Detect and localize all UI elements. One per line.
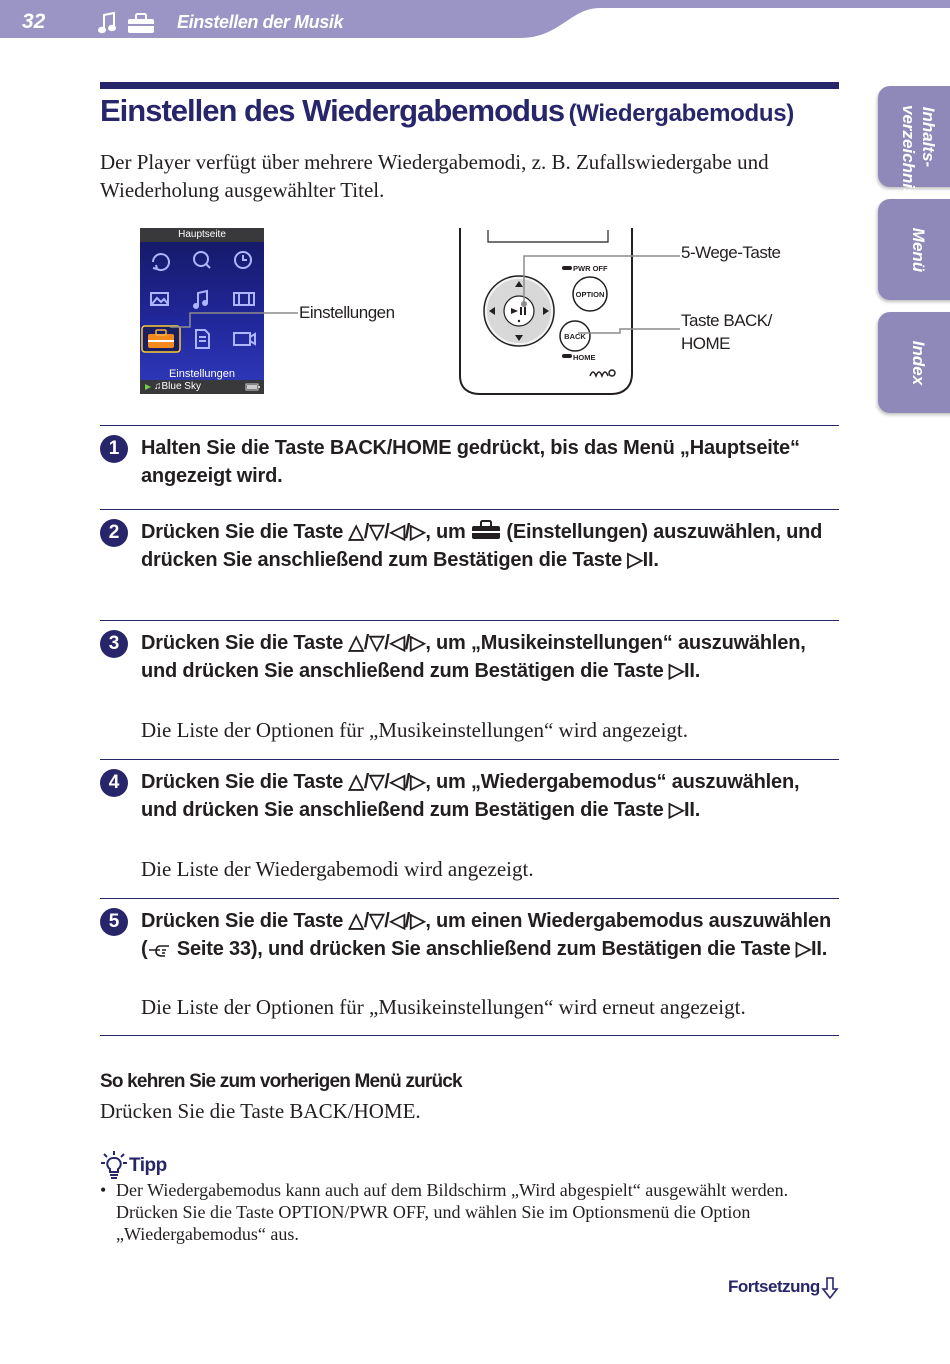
step-number: 5 (100, 908, 128, 936)
pointing-hand-icon (147, 941, 171, 957)
page-title-main: Einstellen des Wiedergabemodus (100, 93, 565, 128)
tab-contents[interactable] (878, 86, 950, 198)
tip-text: Der Wiedergabemodus kann auch auf dem Bildschirm „Wird abgespielt“ ausgewählt werden. Drücken Sie die Taste OPTION/PWR OFF, und wählen Sie im Optionsmenü die Option „Wiedergabemodus“ aus. (116, 1180, 789, 1244)
callout-5way-button: 5-Wege-Taste (681, 243, 781, 262)
back-label: BACK (564, 332, 586, 341)
header-icons (98, 10, 158, 36)
tab-index[interactable] (878, 312, 950, 413)
step-instruction: Drücken Sie die Taste △/▽/◁/▷, um (Einstellungen) auszuwählen, und drücken Sie anschließend zum Bestätigen die Taste ▷II. (141, 521, 823, 571)
search-icon (194, 252, 210, 268)
tip-bullet: • (100, 1180, 107, 1200)
callout-settings: Einstellungen (299, 303, 395, 322)
arrow-down-icon (821, 1276, 839, 1300)
page-number: 32 (22, 10, 46, 33)
intro-text: Der Player verfügt über mehrere Wiedergabemodi, z. B. Zufallswiedergabe und Wiederholung ausgewählter Titel. (100, 150, 769, 202)
document-icon (196, 330, 209, 348)
photo-icon (151, 293, 168, 305)
step-number: 4 (100, 769, 128, 797)
back-button (560, 321, 590, 351)
step-note: Die Liste der Optionen für „Musikeinstellungen“ wird angezeigt. (141, 718, 689, 742)
toolbox-icon (471, 520, 501, 540)
page-title (100, 93, 794, 129)
screen-footer (140, 380, 264, 394)
tab-index-label: Index (909, 340, 928, 385)
home-label: HOME (573, 353, 596, 362)
page-reference-link[interactable]: Seite 33 (147, 938, 250, 960)
screen-selected-label: Einstellungen (168, 368, 236, 380)
option-label: OPTION (575, 290, 605, 299)
five-way-button-icon (484, 276, 554, 346)
tab-contents-label: Inhalts- verzeichnis (899, 104, 938, 198)
screen-title: Hauptseite (140, 228, 264, 242)
tab-menu-label: Menü (909, 227, 928, 272)
step-2 (100, 509, 839, 621)
step-note: Die Liste der Wiedergabemodi wird angezeigt. (141, 857, 534, 881)
return-heading: So kehren Sie zum vorherigen Menü zurück (100, 1071, 462, 1092)
step-instruction: Drücken Sie die Taste △/▽/◁/▷, um einen Wiedergabemodus auszuwählen ( Seite 33), und drücken Sie anschließend zum Bestätigen die Taste ▷II. (141, 910, 831, 960)
step-number: 3 (100, 630, 128, 658)
tip-label: Tipp (129, 1155, 167, 1176)
step-instruction: Drücken Sie die Taste △/▽/◁/▷, um „Wiedergabemodus“ auszuwählen, und drücken Sie anschließend zum Bestätigen die Taste ▷II. (141, 771, 800, 821)
step-note: Die Liste der Optionen für „Musikeinstellungen“ wird erneut angezeigt. (141, 995, 746, 1019)
lightbulb-icon (100, 1150, 128, 1180)
shuffle-icon (153, 254, 169, 270)
player-device-figure (440, 226, 685, 398)
clock-icon (235, 252, 251, 268)
walkman-logo-icon (590, 370, 615, 376)
screen-song-title: ♫Blue Sky (154, 381, 201, 392)
page-title-sub: (Wiedergabemodus) (568, 100, 794, 127)
step-5 (100, 898, 839, 1036)
tab-menu[interactable] (878, 199, 950, 300)
callout-settings-line (170, 300, 300, 330)
title-rule (100, 82, 839, 89)
step-3 (100, 620, 839, 760)
return-text: Drücken Sie die Taste BACK/HOME. (100, 1099, 421, 1123)
video-icon (234, 333, 255, 345)
section-title: Einstellen der Musik (177, 12, 344, 32)
step-4 (100, 759, 839, 899)
step-number: 1 (100, 435, 128, 463)
callout-back-line2: HOME (681, 334, 730, 353)
pwr-off-label: PWR OFF (573, 264, 608, 273)
continuation-link[interactable]: Fortsetzung (728, 1277, 820, 1296)
music-note-icon (99, 13, 115, 32)
step-1 (100, 425, 839, 510)
callout-back-home-button (681, 309, 772, 355)
toolbox-icon (128, 14, 154, 33)
option-button (573, 277, 607, 311)
step-instruction: Drücken Sie die Taste △/▽/◁/▷, um „Musikeinstellungen“ auszuwählen, und drücken Sie anschließend zum Bestätigen die Taste ▷II. (141, 632, 806, 682)
step-instruction: Halten Sie die Taste BACK/HOME gedrückt, bis das Menü „Hauptseite“ angezeigt wird. (141, 437, 800, 487)
step-number: 2 (100, 519, 128, 547)
callout-back-line1: Taste BACK/ (681, 311, 772, 330)
